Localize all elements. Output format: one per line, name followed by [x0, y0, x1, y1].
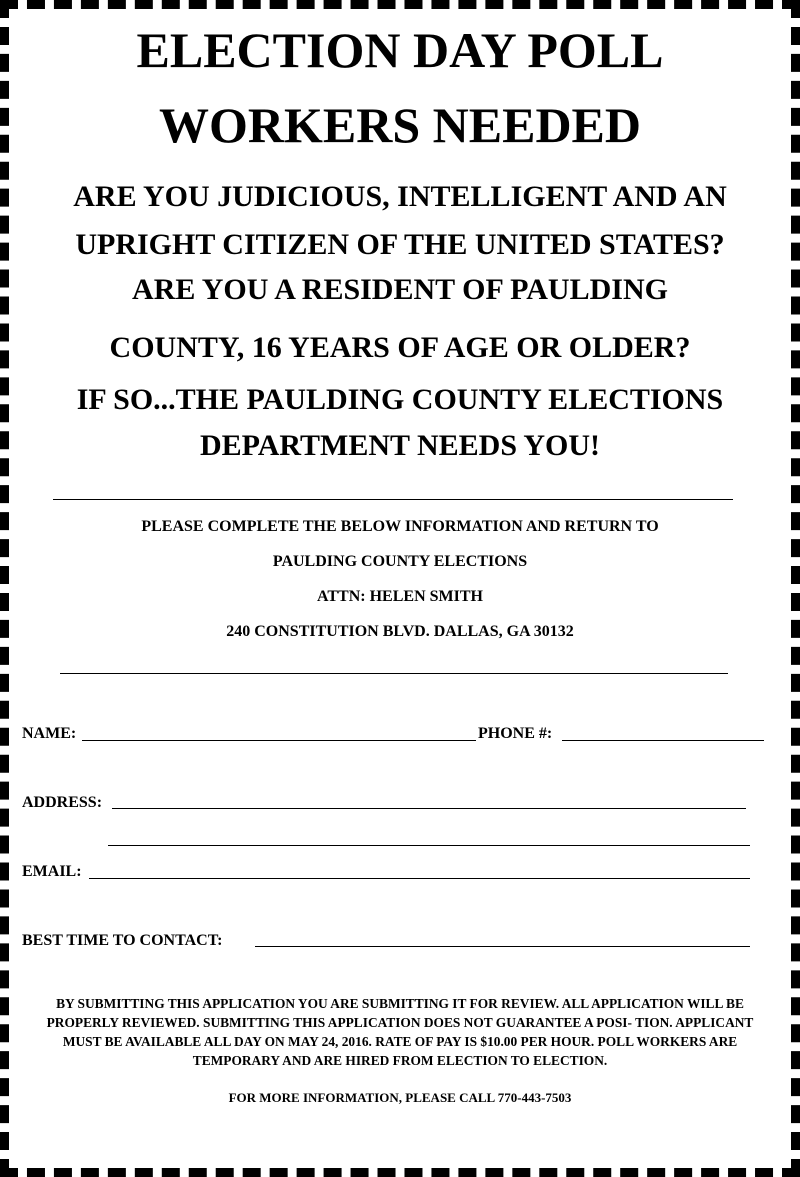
- phone-field[interactable]: [562, 740, 764, 741]
- best-time-field[interactable]: [255, 946, 750, 947]
- title-line-1: ELECTION DAY POLL: [136, 22, 664, 78]
- divider-bottom: [60, 673, 728, 674]
- email-field[interactable]: [89, 878, 750, 879]
- divider-top: [53, 499, 733, 500]
- question-line-6: DEPARTMENT NEEDS YOU!: [199, 429, 601, 462]
- return-instruction: PLEASE COMPLETE THE BELOW INFORMATION AND RETURN TO: [141, 518, 659, 535]
- best-time-label: BEST TIME TO CONTACT:: [22, 932, 223, 949]
- question-line-3: ARE YOU A RESIDENT OF PAULDING: [132, 273, 668, 306]
- more-info-text: FOR MORE INFORMATION, PLEASE CALL 770-443-7503: [228, 1090, 572, 1105]
- question-line-1: ARE YOU JUDICIOUS, INTELLIGENT AND AN: [73, 180, 727, 213]
- question-line-5: IF SO...THE PAULDING COUNTY ELECTIONS: [76, 383, 724, 416]
- question-line-4: COUNTY, 16 YEARS OF AGE OR OLDER?: [109, 331, 691, 364]
- return-attention: ATTN: HELEN SMITH: [317, 588, 483, 605]
- name-field[interactable]: [82, 740, 476, 741]
- phone-label: PHONE #:: [478, 725, 553, 742]
- email-label: EMAIL:: [22, 863, 82, 880]
- address-field[interactable]: [112, 808, 746, 809]
- address-label: ADDRESS:: [22, 794, 103, 811]
- disclaimer-text: BY SUBMITTING THIS APPLICATION YOU ARE SUBMITTING IT FOR REVIEW. ALL APPLICATION WILL BE PROPERLY REVIEWED. SUBMITTING THIS APPLICATION DOES NOT GUARANTEE A POSI- TION. APPLICANT MUST BE AVAILABLE ALL DAY ON MAY 24, 2016. RATE OF PAY IS $10.00 PER HOUR. POLL WORKERS ARE TEMPORARY AND ARE HIRED FROM ELECTION TO ELECTION.: [46, 996, 754, 1068]
- question-line-2: UPRIGHT CITIZEN OF THE UNITED STATES?: [75, 228, 725, 261]
- address-field-line-2[interactable]: [108, 845, 750, 846]
- name-label: NAME:: [22, 725, 77, 742]
- return-address: 240 CONSTITUTION BLVD. DALLAS, GA 30132: [226, 623, 574, 640]
- return-organization: PAULDING COUNTY ELECTIONS: [272, 553, 528, 570]
- title-line-2: WORKERS NEEDED: [158, 97, 642, 153]
